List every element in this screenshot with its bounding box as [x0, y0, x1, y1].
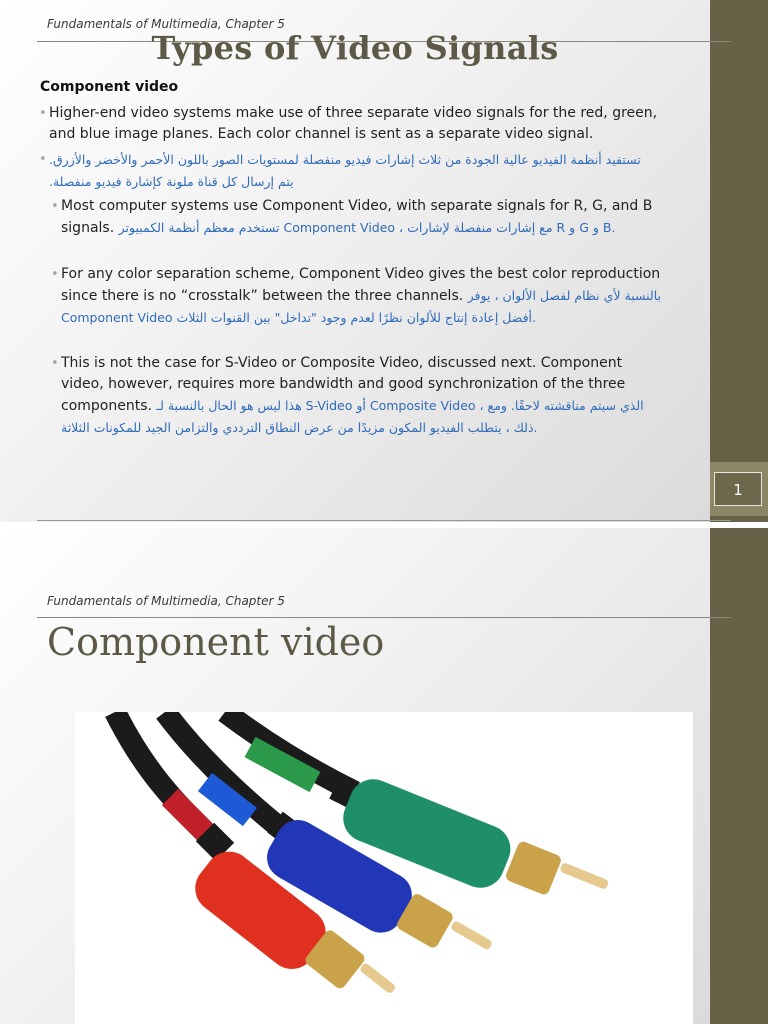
- page-number: 1: [714, 472, 762, 506]
- sub-bullet-text: This is not the case for S-Video or Composite Video, discussed next. Component video, however, requires more bandwidth and good synchronization of the three components.: [61, 355, 626, 414]
- bullet-dot: •: [39, 106, 47, 121]
- header-rule: [37, 617, 731, 618]
- bullet-dot: •: [51, 267, 59, 282]
- slide-title: Types of Video Signals: [151, 29, 559, 67]
- slide-header: Fundamentals of Multimedia, Chapter 5: [47, 594, 285, 608]
- green-band: [250, 747, 315, 782]
- bullet-english: [39, 103, 669, 145]
- slide-title: Component video: [47, 620, 385, 664]
- sub-bullet-text: For any color separation scheme, Component Video gives the best color reproduction since there is no “crosstalk” between the three channels.: [61, 266, 661, 304]
- bullet-dot: •: [51, 199, 59, 214]
- sub-bullet-component-video: [51, 196, 661, 239]
- sub-bullet-arabic: هذا ليس هو الحال بالنسبة لـ S-Video أو Composite Video ، الذي سيتم مناقشته لاحقًا. ومع ذلك ، يتطلب الفيديو المكون مزيدًا من عرض النطاق الترددي والتزامن الجيد للمكونات الثلاثة.: [61, 398, 644, 435]
- bullet-arabic: [39, 149, 649, 193]
- bullet-dot: •: [39, 152, 47, 167]
- bullet-dot: •: [51, 356, 59, 371]
- rca-cables-illustration: [75, 712, 693, 1024]
- bullet-text: Higher-end video systems make use of three separate video signals for the red, green, and blue image planes. Each color channel is sent as a separate video signal.: [49, 105, 658, 142]
- sub-bullet-arabic: بالنسبة لأي نظام لفصل الألوان ، يوفر Component Video أفضل إعادة إنتاج للألوان نظرًا لعدم وجود "تداخل" بين القنوات الثلاث.: [61, 288, 661, 325]
- slide-sidebar: [710, 0, 768, 522]
- sub-bullet-text: Most computer systems use Component Video, with separate signals for R, G, and B signals.: [61, 198, 653, 236]
- section-subheading: Component video: [40, 79, 179, 95]
- slide-divider-rule: [37, 520, 731, 521]
- bullet-arabic-text: تستفيد أنظمة الفيديو عالية الجودة من ثلاث إشارات فيديو منفصلة لمستويات الصور باللون الأحمر والأخضر والأزرق. يتم إرسال كل قناة ملونة كإشارة فيديو منفصلة.: [49, 152, 641, 189]
- sub-bullet-crosstalk: [51, 264, 661, 329]
- red-band: [170, 797, 205, 832]
- component-cables-photo: [75, 712, 693, 1024]
- slide-header: Fundamentals of Multimedia, Chapter 5: [47, 17, 285, 31]
- sub-bullet-svideo: [51, 353, 661, 439]
- slide-sidebar: [710, 528, 768, 1024]
- sub-bullet-arabic: تستخدم معظم أنظمة الكمبيوتر Component Video ، مع إشارات منفصلة لإشارات R و G و B.: [118, 220, 616, 235]
